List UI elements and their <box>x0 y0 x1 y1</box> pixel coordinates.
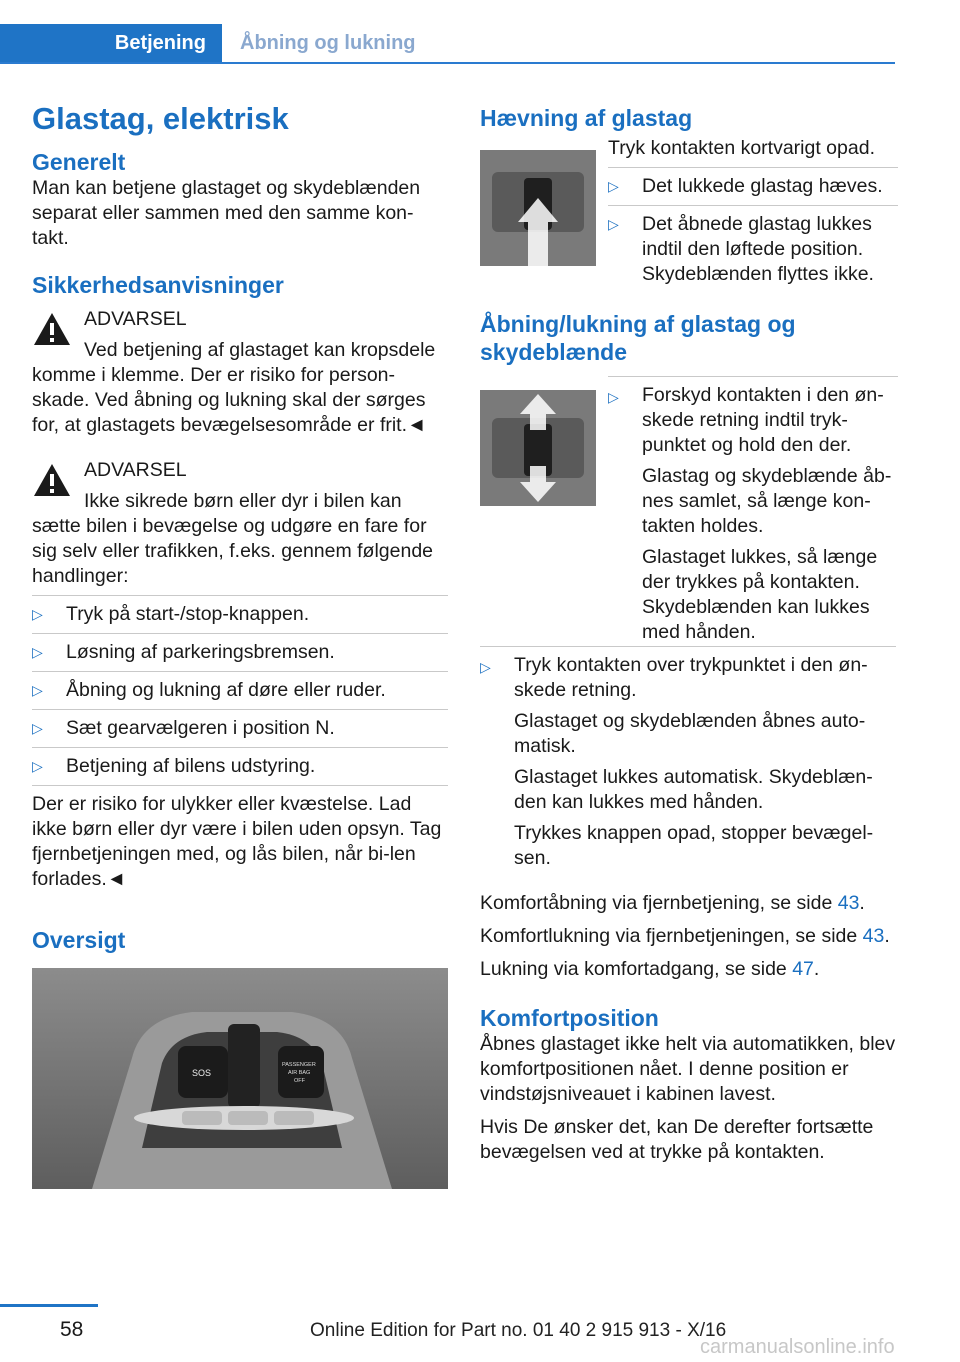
triangle-bullet-icon: ▷ <box>32 682 43 698</box>
warning-1 <box>32 307 448 438</box>
raise-heading: Hævning af glastag <box>480 105 693 131</box>
comfortpos-text-2: Hvis De ønsker det, kan De derefter fortsætte bevægelsen ved at trykke på kontakten. <box>480 1116 874 1163</box>
page-link[interactable]: 43 <box>837 892 860 914</box>
page-link[interactable]: 47 <box>792 958 814 980</box>
raise-list <box>608 167 898 293</box>
list-item: ▷ Løsning af parkeringsbremsen. <box>32 633 448 671</box>
left-column <box>32 100 448 1189</box>
chapter-tab: Betjening <box>0 24 222 62</box>
triangle-bullet-icon: ▷ <box>608 178 619 194</box>
warning-1-title: ADVARSEL <box>84 308 187 330</box>
triangle-bullet-icon: ▷ <box>32 758 43 774</box>
open-item-2-wrap <box>480 646 896 871</box>
open-heading: Åbning/lukning af glastag og skydeblænde <box>480 311 796 365</box>
warning-2-text: sætte bilen i bevægelse og udgøre en fare for sig selv eller trafikken, f.eks. gennem følgende handlinger: <box>32 515 434 587</box>
warning-2 <box>32 458 448 892</box>
passenger-label: PASSENGER <box>282 1062 316 1068</box>
sos-label: SOS <box>192 1068 212 1078</box>
page-number: 58 <box>60 1318 84 1341</box>
raise-section <box>480 136 896 292</box>
overview-heading: Oversigt <box>32 927 126 953</box>
warning-1-text: komme i klemme. Der er risiko for person-skade. Ved åbning og lukning skal der sørges for, at glastagets bevægelsesområde er frit.◄ <box>32 364 427 436</box>
off-label: OFF <box>294 1078 305 1084</box>
open-item-1: ▷ Forskyd kontakten i den øn-skede retning indtil tryk-punktet og hold den der. Glastag og skydeblænde åb-nes samlet, så længe kon-takten holdes. Glastaget lukkes, så længe der trykkes på kontakten. Skydeblænden kan lukkes med hånden. <box>608 384 892 643</box>
page-link[interactable]: 43 <box>862 925 885 947</box>
triangle-bullet-icon: ▷ <box>32 720 43 736</box>
overview-photo <box>32 968 448 1189</box>
comfort-access-text: Lukning via komfortadgang, se side 47. <box>480 958 820 980</box>
warning-2-title: ADVARSEL <box>84 459 187 481</box>
airbag-label: AIR BAG <box>288 1070 311 1076</box>
page-title: Glastag, elektrisk <box>32 101 289 136</box>
list-item: ▷ Betjening af bilens udstyring. <box>32 747 448 786</box>
list-item: ▷ Det lukkede glastag hæves. <box>608 167 898 205</box>
triangle-bullet-icon: ▷ <box>32 606 43 622</box>
triangle-bullet-icon: ▷ <box>480 659 491 675</box>
list-item: ▷ Sæt gearvælgeren i position N. <box>32 709 448 747</box>
warning-2-line: Ikke sikrede børn eller dyr i bilen kan <box>84 490 402 512</box>
footer-rule <box>0 1304 98 1307</box>
edition-text: Online Edition for Part no. 01 40 2 915 913 - X/16 <box>310 1320 727 1341</box>
raise-intro: Tryk kontakten kortvarigt opad. <box>608 137 875 159</box>
comfort-close-text: Komfortlukning via fjernbetjeningen, se side 43. <box>480 925 890 947</box>
warning-1-line: Ved betjening af glastaget kan kropsdele <box>84 339 436 361</box>
triangle-bullet-icon: ▷ <box>608 389 619 405</box>
right-column <box>480 104 896 1165</box>
watermark: carmanualsonline.info <box>700 1336 895 1358</box>
warning-icon <box>32 311 72 347</box>
page-header <box>0 24 895 64</box>
section-tab: Åbning og lukning <box>240 31 416 54</box>
open-section <box>480 376 896 646</box>
safety-heading: Sikkerhedsanvisninger <box>32 272 284 298</box>
general-text: Man kan betjene glastaget og skydeblænden separat eller sammen med den samme kon-takt. <box>32 177 421 249</box>
triangle-bullet-icon: ▷ <box>608 216 619 232</box>
raise-switch-photo <box>480 150 596 266</box>
list-item: ▷ Tryk på start-/stop-knappen. <box>32 595 448 633</box>
comfortpos-text-1: Åbnes glastaget ikke helt via automatikken, blev komfortpositionen nået. I denne position er vindstøjsniveauet i kabinen lavest. <box>480 1033 896 1105</box>
warning-2-list <box>32 595 448 786</box>
comfort-open-text: Komfortåbning via fjernbetjening, se side 43. <box>480 892 865 914</box>
warning-2-end: Der er risiko for ulykker eller kvæstelse. Lad ikke børn eller dyr være i bilen uden opsyn. Tag fjernbetjeningen med, og lås bilen, når bi-len forlades.◄ <box>32 793 442 890</box>
comfortpos-heading: Komfortposition <box>480 1005 659 1031</box>
list-item: ▷ Åbning og lukning af døre eller ruder. <box>32 671 448 709</box>
list-item: ▷ Det åbnede glastag lukkes indtil den løftede position. Skydeblænden flyttes ikke. <box>608 205 898 293</box>
general-heading: Generelt <box>32 149 126 175</box>
open-item-2: ▷ Tryk kontakten over trykpunktet i den øn-skede retning. Glastaget og skydeblænden åbnes auto-matisk. Glastaget lukkes automatisk. Skydeblæn-den kan lukkes med hånden. Trykkes knappen opad, stopper bevægel-sen. <box>480 654 874 869</box>
open-switch-photo <box>480 390 596 506</box>
triangle-bullet-icon: ▷ <box>32 644 43 660</box>
warning-icon <box>32 462 72 498</box>
